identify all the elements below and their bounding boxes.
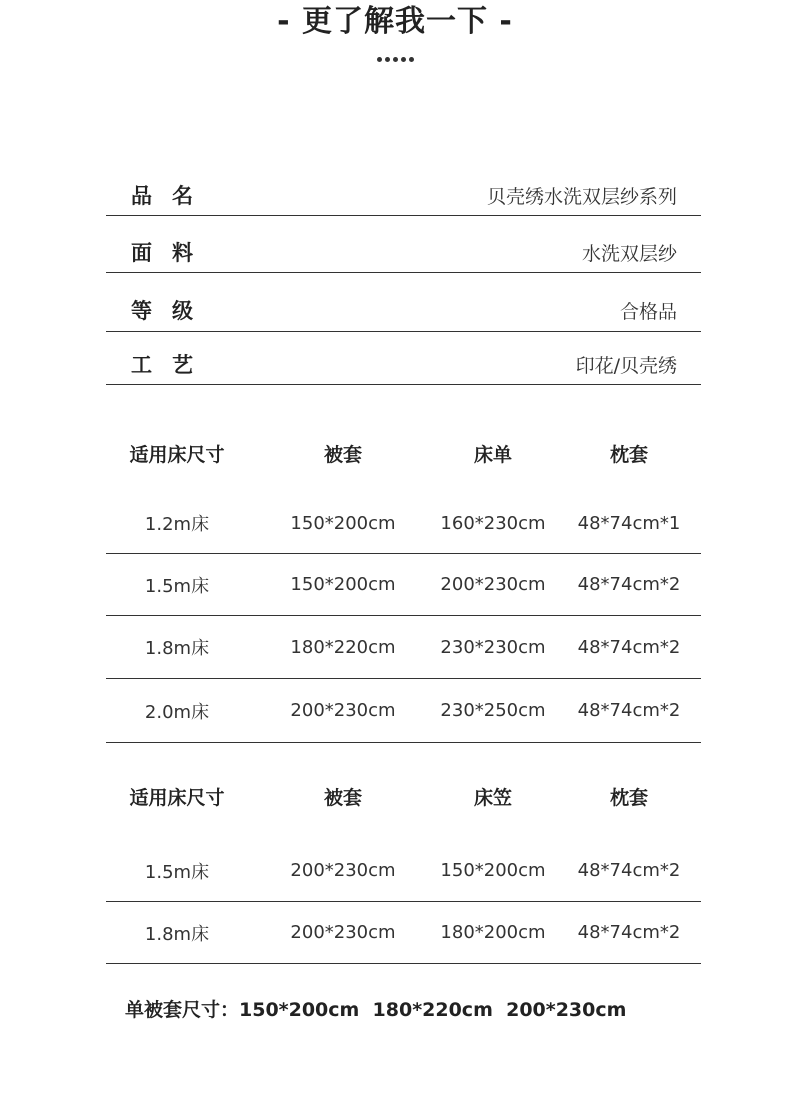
table-cell: 1.5m床 [144,861,210,883]
size-table-sheet [106,423,701,743]
table-cell: 48*74cm*1 [577,512,681,534]
table-cell: 180*220cm [290,636,396,658]
info-value: 贝壳绣水洗双层纱系列 [486,186,677,208]
info-value: 水洗双层纱 [581,243,677,265]
dot-icon [409,57,414,62]
table-cell: 48*74cm*2 [577,574,681,595]
product-info-list [106,170,701,385]
info-label: 面料 [131,241,213,265]
info-row-grade [106,273,701,332]
table-cell: 48*74cm*2 [577,636,681,658]
info-label: 工艺 [131,353,213,377]
header-cell: 适用床尺寸 [129,786,225,809]
table-header [106,766,701,826]
info-label: 等级 [131,299,213,323]
table-cell: 48*74cm*2 [577,922,681,943]
table-cell: 230*250cm [440,700,546,721]
header-cell: 枕套 [609,443,648,466]
table-row [106,616,701,679]
table-cell: 150*200cm [440,860,546,881]
table-cell: 1.8m床 [144,923,210,945]
table-cell: 1.5m床 [144,575,210,597]
header-cell: 枕套 [609,786,648,809]
header-cell: 床笠 [473,786,512,809]
info-value: 合格品 [619,301,677,323]
table-header [106,423,701,483]
dot-icon [393,57,398,62]
dot-icon [377,57,382,62]
table-cell: 160*230cm [440,512,546,534]
table-row [106,826,701,902]
page-title: - 更了解我一下 - [277,4,513,39]
table-row [106,554,701,616]
dot-icon [401,57,406,62]
info-row-name [106,170,701,216]
header-cell: 适用床尺寸 [129,443,225,466]
table-row [106,483,701,554]
dot-icon [385,57,390,62]
table-cell: 1.8m床 [144,638,210,659]
table-cell: 1.2m床 [144,514,210,535]
table-cell: 200*230cm [290,700,396,721]
info-row-craft [106,332,701,385]
table-cell: 180*200cm [440,922,546,943]
table-cell: 200*230cm [290,922,396,943]
header-cell: 床单 [473,443,512,466]
header-cell: 被套 [323,443,362,466]
table-cell: 48*74cm*2 [577,860,681,881]
table-row [106,902,701,964]
info-row-fabric [106,216,701,273]
size-table-fitted [106,766,701,964]
table-cell: 150*200cm [290,512,396,534]
info-value: 印花/贝壳绣 [575,355,677,377]
table-cell: 230*230cm [440,636,546,658]
single-duvet-size-note: 单被套尺寸：150*200cm 180*220cm 200*230cm [125,999,627,1021]
table-row [106,679,701,743]
table-cell: 48*74cm*2 [577,700,681,721]
table-cell: 2.0m床 [144,701,210,723]
info-label: 品名 [131,184,213,208]
section-header [0,0,790,90]
header-cell: 被套 [323,786,362,809]
table-cell: 150*200cm [290,574,396,595]
table-cell: 200*230cm [440,574,546,595]
dots-divider [0,57,790,62]
table-cell: 200*230cm [290,860,396,881]
